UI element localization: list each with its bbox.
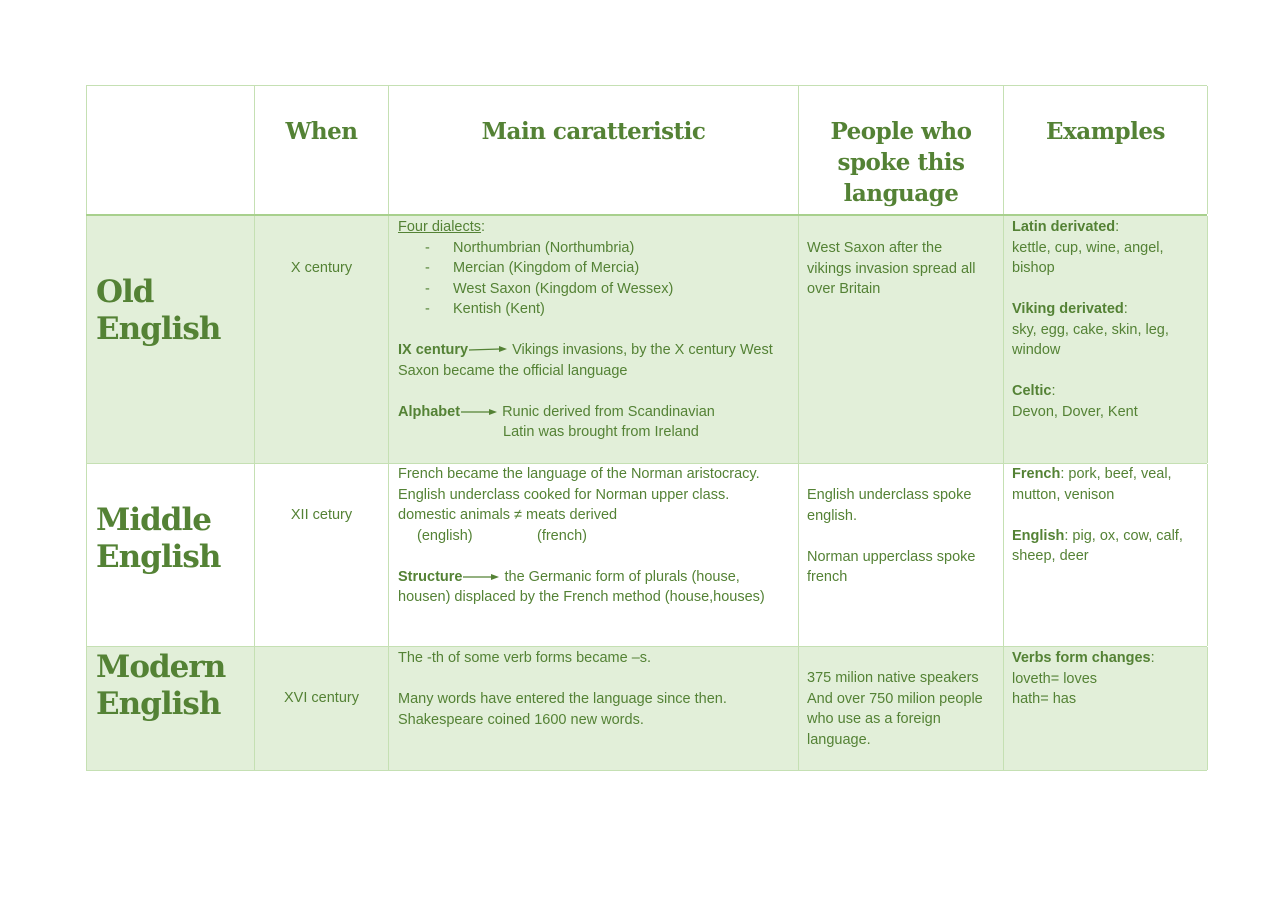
- main-line: The -th of some verb forms became –s.: [398, 650, 652, 666]
- when-cell: [254, 464, 388, 646]
- list-item: - Kentish (Kent): [425, 301, 545, 317]
- era-cell: [86, 216, 254, 463]
- example-line: kettle, cup, wine, angel,: [1012, 239, 1164, 256]
- examples-text: [1012, 217, 1169, 422]
- people-line: french: [807, 569, 848, 585]
- right-arrow-icon: [460, 407, 498, 417]
- structure-line: [398, 567, 765, 588]
- people-cell: [798, 464, 1003, 646]
- celtic-line: Celtic:: [1012, 383, 1056, 399]
- main-cell: [388, 216, 798, 463]
- era-title: [96, 649, 225, 723]
- list-item: - Northumbrian (Northumbria): [425, 239, 635, 256]
- era-title: [96, 274, 220, 348]
- right-arrow-icon: [462, 572, 500, 582]
- people-line: And over 750 milion people: [807, 690, 983, 707]
- main-text: [398, 648, 727, 730]
- dialect-text: Kentish (Kent): [453, 301, 545, 317]
- when-cell: [254, 647, 388, 770]
- examples-text: [1012, 464, 1183, 567]
- dialects-label: Four dialects: [398, 219, 482, 235]
- structure-text-cont: housen) displaced by the French method (house,houses): [398, 589, 765, 605]
- header-examples-cell: [1003, 86, 1208, 214]
- english-note: (english): [417, 527, 473, 544]
- era-line: English: [96, 686, 221, 722]
- colon: :: [481, 219, 486, 235]
- people-line: language.: [807, 731, 871, 748]
- right-arrow-icon: [468, 345, 508, 355]
- header-row: [86, 85, 1207, 216]
- example-line: sky, egg, cake, skin, leg,: [1012, 321, 1169, 338]
- when-text: X century: [290, 260, 353, 276]
- people-line: English underclass spoke: [807, 487, 972, 503]
- table-row-modern-english: [86, 647, 1207, 771]
- main-line: domestic animals ≠ meats derived: [398, 507, 618, 523]
- structure-label: Structure: [398, 568, 463, 585]
- header-main-caratteristic: Main caratteristic: [481, 118, 706, 145]
- era-line: English: [96, 311, 221, 347]
- people-cell: [798, 647, 1003, 770]
- people-line: vikings invasion spread all: [807, 260, 976, 277]
- header-empty-cell: [86, 86, 254, 214]
- verbs-line: Verbs form changes:: [1012, 650, 1155, 666]
- dialect-text: Mercian (Kingdom of Mercia): [453, 260, 640, 276]
- example-line: window: [1012, 342, 1061, 358]
- when-text: XVI century: [284, 690, 359, 706]
- era-line: Modern: [96, 649, 226, 685]
- main-line: French became the language of the Norman aristocracy.: [398, 466, 760, 482]
- main-cell: [388, 464, 798, 646]
- celtic-label: Celtic: [1012, 383, 1052, 399]
- french-line: [1012, 464, 1183, 485]
- main-line: Shakespeare coined 1600 new words.: [398, 711, 644, 728]
- alphabet-line: [398, 402, 773, 423]
- table-row-middle-english: [86, 464, 1207, 647]
- dialect-text: West Saxon (Kingdom of Wessex): [453, 280, 674, 297]
- french-note: (french): [537, 527, 587, 544]
- alphabet-text: Runic derived from Scandinavian: [502, 403, 715, 420]
- era-line: English: [96, 539, 221, 575]
- era-cell: [86, 464, 254, 646]
- main-text: [398, 217, 773, 443]
- main-cell: [388, 647, 798, 770]
- example-line: sheep, deer: [1012, 548, 1089, 564]
- ix-century-text: Vikings invasions, by the X century West: [512, 342, 773, 358]
- verbs-label: Verbs form changes: [1012, 650, 1151, 666]
- list-item: - Mercian (Kingdom of Mercia): [425, 260, 640, 276]
- people-line: West Saxon after the: [807, 240, 943, 256]
- ix-century-line: [398, 340, 773, 361]
- people-line: who use as a foreign: [807, 711, 941, 727]
- era-title: [96, 502, 220, 576]
- example-line: bishop: [1012, 260, 1055, 276]
- header-people-cell: [798, 86, 1003, 214]
- example-line: loveth= loves: [1012, 670, 1098, 687]
- dialect-text: Northumbrian (Northumbria): [453, 239, 635, 256]
- when-text: XII cetury: [290, 507, 353, 523]
- main-line: English underclass cooked for Norman upper class.: [398, 486, 730, 503]
- era-line: Middle: [96, 502, 211, 538]
- header-people: People who spoke this language: [830, 118, 972, 207]
- latin-label: Latin derivated: [1012, 219, 1116, 235]
- ix-century-text-cont: Saxon became the official language: [398, 362, 628, 379]
- viking-line: Viking derivated:: [1012, 301, 1128, 317]
- examples-cell: [1003, 647, 1208, 770]
- main-text: [398, 464, 765, 608]
- era-line: Old: [96, 274, 154, 310]
- example-line: mutton, venison: [1012, 486, 1115, 503]
- dialects-heading: [398, 217, 773, 238]
- alphabet-text-cont: Latin was brought from Ireland: [503, 424, 699, 440]
- examples-cell: [1003, 216, 1208, 463]
- ix-century-label: IX century: [398, 342, 469, 358]
- main-line: Many words have entered the language since then.: [398, 691, 727, 707]
- people-text: [807, 668, 983, 750]
- era-cell: [86, 647, 254, 770]
- structure-text: the Germanic form of plurals (house,: [504, 568, 740, 585]
- english-label: English: [1012, 527, 1065, 544]
- example-line: Devon, Dover, Kent: [1012, 403, 1138, 420]
- example-line: : pork, beef, veal,: [1060, 466, 1172, 482]
- header-examples: Examples: [1046, 118, 1165, 145]
- french-label: French: [1012, 466, 1061, 482]
- people-line: over Britain: [807, 281, 881, 297]
- people-text: [807, 485, 975, 588]
- header-main-cell: [388, 86, 798, 214]
- people-line: 375 milion native speakers: [807, 670, 979, 686]
- example-line: : pig, ox, cow, calf,: [1064, 527, 1183, 544]
- table-row-old-english: [86, 216, 1207, 464]
- people-line: Norman upperclass spoke: [807, 548, 976, 565]
- example-line: hath= has: [1012, 691, 1077, 707]
- english-line: [1012, 526, 1183, 547]
- header-when-cell: [254, 86, 388, 214]
- when-cell: [254, 216, 388, 463]
- people-cell: [798, 216, 1003, 463]
- latin-line: Latin derivated:: [1012, 219, 1120, 235]
- people-line: english.: [807, 507, 857, 524]
- alphabet-label: Alphabet: [398, 403, 461, 420]
- examples-cell: [1003, 464, 1208, 646]
- people-text: [807, 238, 975, 300]
- header-when: When: [285, 118, 358, 145]
- main-line: [398, 526, 765, 547]
- examples-text: [1012, 648, 1155, 710]
- list-item: - West Saxon (Kingdom of Wessex): [425, 280, 674, 297]
- viking-label: Viking derivated: [1012, 301, 1124, 317]
